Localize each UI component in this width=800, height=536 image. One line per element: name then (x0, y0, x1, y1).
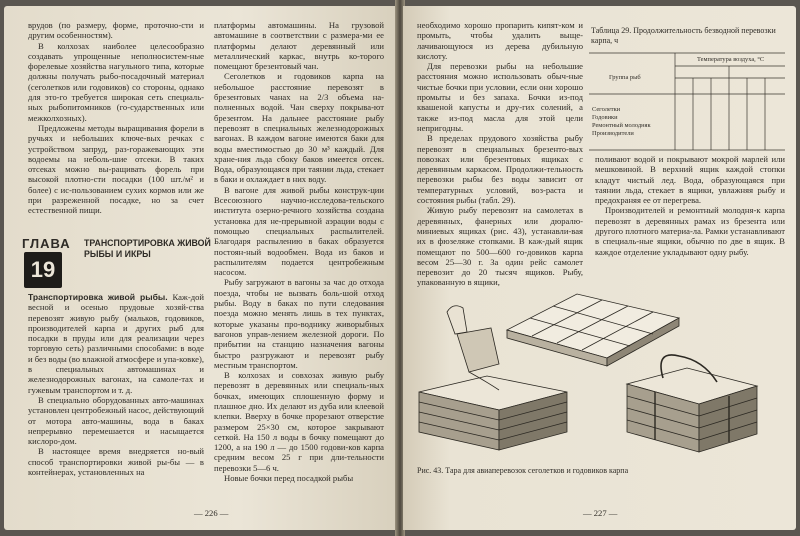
left-col1-top (28, 20, 204, 216)
paragraph: Рыбу загружают в вагоны за час до отхода поезда, чтобы не вызвать боль-шой отход рыбы. Воду в баках по пути следования поезда можно менять лишь в тех пунктах, которые указаны про-воднику живорыбных вагонов управ-лением железной дороги. По прибытии на станцию назначения вагоны быстро разгружают и перевозят рыбу местным транспортом. (214, 277, 384, 370)
table-row-label: Годовики (592, 114, 618, 121)
paragraph: врудов (по размеру, форме, проточно-сти и другим особенностям). (28, 20, 204, 41)
page-number-right: — 227 — (583, 508, 618, 518)
paragraph: В специально оборудованных авто-машинах установлен центробежный насос, действующий от мотора авто-машины, вода в баках непрерывно перемешается и насыщается кислоро-дом. (28, 394, 204, 447)
table-grid (589, 52, 785, 152)
right-col1 (417, 20, 583, 288)
right-page (403, 6, 796, 530)
paragraph: Для перевозки рыбы на небольшие расстояния можно использовать обыч-ные чистые бочки при условии, если они хорошо промыты и без запаха. Бочки из-под квашеной капусты и дру-гих солений, а также из-под масла для этой цели непригодны. (417, 61, 583, 133)
chapter-number: 19 (24, 252, 62, 288)
table-title: Таблица 29. Продолжительность безводной перевозки карпа, ч (591, 26, 776, 45)
data-table (589, 52, 785, 152)
table-row-label: Сеголетки (592, 106, 621, 113)
table-header-temp: Температура воздуха, °C (697, 56, 765, 63)
table-row-label: Производители (592, 130, 634, 137)
figure-43-illustration (417, 272, 782, 462)
chapter-heading (22, 236, 222, 288)
paragraph: Каж-дой весной и осенью прудовые хозяй-ства перевозят живую рыбу (мальков, годовиков, производителей карпа и других рыб для посадки в пруды или для реализации через торговую сеть) различными способами: в воде и без воды (во влажной атмосфере и упа-ковке), в специальных автомашинах и железнодорожных вагонах, на самоле-тах и гужевым транспортом и т. д. (28, 292, 205, 395)
paragraph: В пределах прудового хозяйства рыбу перевозят в специальных брезенто-вых повозках или брезентовых ящиках с деревянным каркасом. Продолжи-тельность перевозки рыбы без воды зависит от температурных условий, воз-раста и состояния рыбы (табл. 29). (417, 133, 583, 206)
paragraph: Новые бочки перед посадкой рыбы (224, 473, 354, 484)
paragraph: поливают водой и покрывают мокрой марлей или мешковиной. В верхний ящик каждой стопки кладут чистый лед. Вода, образующаяся при таянии льда, стекает в ящики, увлажняя рыбу и предохраняя ее от перегрева. (595, 154, 785, 206)
left-col1-bottom (28, 292, 204, 477)
paragraph: Сеголетков и годовиков карпа на небольшое расстояние перевозят в брезентовых чанах на 2/3 объема на-полненных водой. Чан сверху покрыва-ют брезентом. На дальнее расстояние рыбу перевозят в специальных железнодорожных вагонах. В каждом вагоне имеются баки для воды вместимостью до 30 м³ каждый. Для хране-ния льда сбоку баков имеется отсек. Вода, образующаяся при таянии льда, стекает в баки и охлаждает в них воду. (214, 71, 384, 185)
chapter-title: ТРАНСПОРТИРОВКА ЖИВОЙ РЫБЫ И ИКРЫ (84, 238, 211, 259)
paragraph: В вагоне для живой рыбы конструк-ции Всесоюзного научно-исследова-тельского института озерно-речного хозяйства создана установка для не-прерывной аэрации воды с помощью специальных распылителей. Благодаря распылению в баках образуется постоян-ный водообмен. Вода из баков и распылителям подается центробежным насосом. (214, 184, 384, 278)
figure-caption: Рис. 43. Тара для авиаперевозок сеголетков и годовиков карпа (417, 466, 629, 475)
table-row-label: Ремонтный молодняк (592, 122, 651, 129)
paragraph: Предложены методы выращивания форели в ручьях и небольших ключе-вых речках с устройством запруд, раз-горажевающих эти водоемы на неболь-шие отсеки. В таких отсеках можно вы-ращивать форель при высокой плотно-сти посадки (100 шт./м² и более) с ис-пользованием сухих кормов или же при разреженной посадке, но за счет естественной пищи. (28, 122, 204, 216)
left-page (4, 6, 397, 530)
paragraph: необходимо хорошо пропарить кипят-ком и промыть, чтобы удалить выще-лачивающуюся из дерева дубильную кислоту. (417, 20, 583, 61)
paragraph: В колхозах и совхозах живую рыбу перевозят в деревянных или специаль-ных бочках, имеющих сплошенную форму и плашное дно. Их делают из дуба или клеевой клепки. Вверху в бочке прорезают отверстие размером 25×30 см, которое закрывают сеткой. На 150 л воды в бочку помещают до 1200, а на 190 л — до 1500 годови-ков карпа средним весом 25 г при дли-тельности перевозки 5—6 ч. (214, 370, 384, 473)
stacked-crates (627, 355, 757, 452)
paragraph: В настоящее время внедряется но-вый способ транспортировки живой ры-бы — в контейнерах, установленных на (28, 446, 204, 478)
page-number-left: — 226 — (194, 508, 229, 518)
left-col2 (214, 20, 384, 483)
paragraph: Производителей и ремонтный молодня-к карпа перевозят в деревянных рамах из брезента или другого плотного материа-ла. Рамки устанавливают в специаль-ные ящики, обычно по две в ящик. В каждое отделение укладывают одну рыбу. (595, 205, 786, 257)
open-tray-grid (507, 294, 679, 366)
paragraph: Живую рыбу перевозят на самолетах в деревянных, фанерных или дюралю-миниевых ящиках (рис. 43), устанавли-вая их в фюзеляже стопками. В каж-дый ящик помещают по 500—600 го-довиков карпа весом 25—30 г. За один рейс самолет перевозит до 20 тысяч ящиков. Рыбу, упакованную в ящики, (417, 205, 583, 288)
table-header-group: Группа рыб (609, 74, 641, 81)
right-col2 (595, 154, 785, 257)
paragraph: платформы автомашины. На грузовой автомашине в соответствии с размера-ми ее платформы делают деревянный или металлический каркас, внутрь ко-торого помещают брезентовый чан. (214, 20, 384, 72)
section-lead: Транспортировка живой рыбы. (28, 292, 168, 302)
chapter-word: ГЛАВА (22, 236, 71, 251)
paragraph: В колхозах наиболее целесообразно создавать упрощенные неполносистем-ные форелевые хозяйства нагульного типа, которые должны получать рыбо-посадочный материал (сеголетков или годовиков) со стороны, однако для это-го требуется широкая сеть специаль-ных рыбопитомников (го-сударственных или межколхозных). (28, 40, 204, 123)
